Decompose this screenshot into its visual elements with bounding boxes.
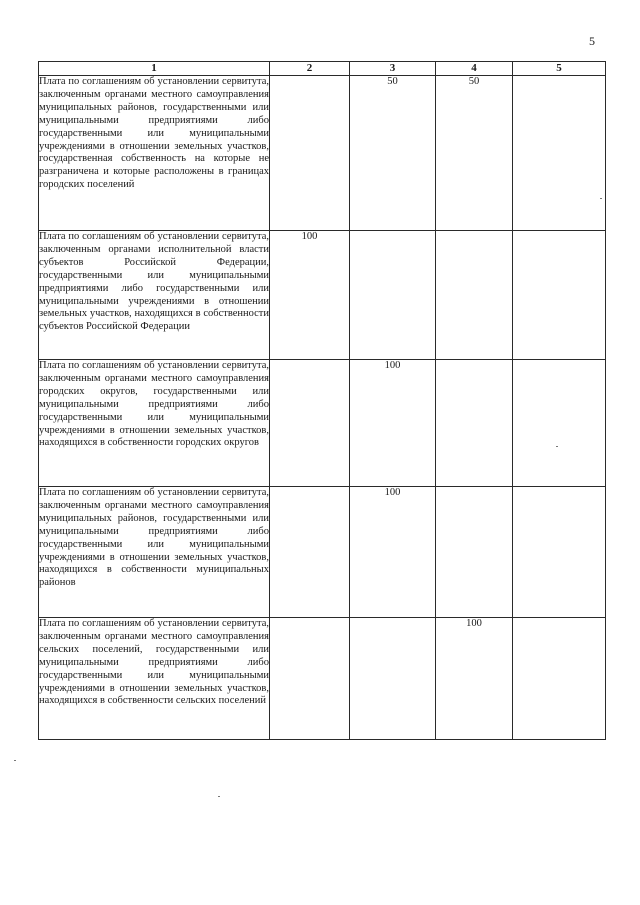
- row-description: Плата по соглашениям об установлении сервитута, заключенным органами исполнительной власти субъектов Российской Федерации, государственными или муниципальными предприятиями либо государственными или муниципальными учреждениями в отношении земельных участков, находящихся в собственности субъектов Российской Федерации: [39, 231, 270, 360]
- table-row: [39, 618, 606, 740]
- row-description: Плата по соглашениям об установлении сервитута, заключенным органами местного самоуправления муниципальных районов, государственными или муниципальными предприятиями либо государственными или муниципальными учреждениями в отношении земельных участков, государственная собственность на которые не разграничена и которые расположены в границах городских поселений: [39, 76, 270, 231]
- scan-speck: [14, 760, 16, 761]
- table-row: [39, 231, 606, 360]
- row-value-col3: 100: [350, 487, 436, 618]
- row-description: Плата по соглашениям об установлении сервитута, заключенным органами местного самоуправления городских округов, государственными или муниципальными предприятиями либо государственными или муниципальными учреждениями в отношении земельных участков, находящихся в собственности городских округов: [39, 360, 270, 487]
- table-row: [39, 360, 606, 487]
- row-value-col5: [513, 487, 606, 618]
- row-value-col5: [513, 231, 606, 360]
- row-value-col4: 50: [436, 76, 513, 231]
- row-value-col5: [513, 618, 606, 740]
- row-value-col2: [270, 360, 350, 487]
- row-value-col2: [270, 76, 350, 231]
- scan-speck: [600, 198, 602, 199]
- row-description: Плата по соглашениям об установлении сервитута, заключенным органами местного самоуправления муниципальных районов, государственными или муниципальными предприятиями либо государственными или муниципальными учреждениями в отношении земельных участков, находящихся в собственности муниципальных районов: [39, 487, 270, 618]
- row-value-col3: [350, 618, 436, 740]
- column-header-4: 4: [436, 62, 513, 76]
- column-header-2: 2: [270, 62, 350, 76]
- column-header-1: 1: [39, 62, 270, 76]
- row-description: Плата по соглашениям об установлении сервитута, заключенным органами местного самоуправления сельских поселений, государственными или муниципальными предприятиями либо государственными или муниципальными учреждениями в отношении земельных участков, находящихся в собственности сельских поселений: [39, 618, 270, 740]
- table-header-row: [39, 62, 606, 76]
- row-value-col4: [436, 487, 513, 618]
- revenue-distribution-table: [38, 61, 606, 740]
- scan-speck: [218, 796, 220, 797]
- row-value-col2: [270, 618, 350, 740]
- scan-speck: [556, 446, 558, 447]
- row-value-col3: 50: [350, 76, 436, 231]
- page-number: 5: [589, 34, 595, 48]
- row-value-col2: 100: [270, 231, 350, 360]
- row-value-col4: [436, 360, 513, 487]
- row-value-col5: [513, 76, 606, 231]
- row-value-col4: 100: [436, 618, 513, 740]
- table-row: [39, 76, 606, 231]
- row-value-col2: [270, 487, 350, 618]
- column-header-3: 3: [350, 62, 436, 76]
- table-row: [39, 487, 606, 618]
- row-value-col3: [350, 231, 436, 360]
- column-header-5: 5: [513, 62, 606, 76]
- row-value-col5: [513, 360, 606, 487]
- row-value-col4: [436, 231, 513, 360]
- row-value-col3: 100: [350, 360, 436, 487]
